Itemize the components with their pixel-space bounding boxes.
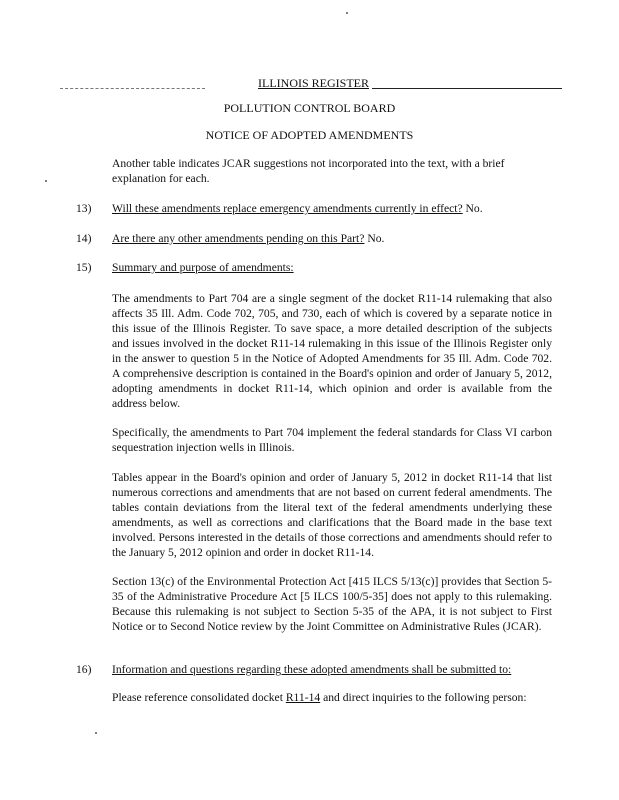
scan-speck [346,12,348,14]
item-question: Are there any other amendments pending on this Part? [112,232,365,245]
docket-number: R11-14 [285,691,321,704]
item-number: 13) [76,202,92,215]
reference-text: Please reference consolidated docket [112,691,286,704]
item-number: 16) [76,663,92,676]
notice-title: NOTICE OF ADOPTED AMENDMENTS [205,128,414,142]
reference-paragraph [112,690,552,705]
scan-speck [45,180,47,182]
register-title: ILLINOIS REGISTER [258,76,369,90]
scan-speck [95,732,97,734]
intro-paragraph: Another table indicates JCAR suggestions not incorporated into the text, with a brief explanation for each. [112,157,505,185]
header-rule-right [372,88,562,89]
item-question: Summary and purpose of amendments: [112,261,294,274]
reference-text: and direct inquiries to the following person: [320,691,527,704]
item-question: Will these amendments replace emergency amendments currently in effect? [112,202,463,215]
item-answer: No. [367,232,385,245]
item-answer: No. [465,202,483,215]
item-number: 14) [76,232,92,245]
header-rule-left [60,88,205,89]
item-number: 15) [76,261,92,274]
paragraph: The amendments to Part 704 are a single segment of the docket R11-14 rulemaking that also affects 35 Ill. Adm. Code 702, 705, and 730, each of which is covered by a separate notice in this issue of the Illinois Register. To save space, a more detailed description of the subjects and issues involved in the docket R11-14 rulemaking in this issue of the Illinois Register only in the answer to question 5 in the Notice of Adopted Amendments for 35 Ill. Adm. Code 702. A comprehensive description is contained in the Board's opinion and order of January 5, 2012, adopting amendments in docket R11-14, which opinion and order is available from the address below. [112,292,552,410]
paragraph: Section 13(c) of the Environmental Protection Act [415 ILCS 5/13(c)] provides that Section 5-35 of the Administrative Procedure Act [5 ILCS 100/5-35] does not apply to this rulemaking. Because this rulemaking is not subject to Section 5-35 of the APA, it is not subject to First Notice or to Second Notice review by the Joint Committee on Administrative Rules (JCAR). [112,575,552,633]
page-header [60,76,560,91]
item-question: Information and questions regarding these adopted amendments shall be submitted to: [112,663,512,676]
paragraph: Tables appear in the Board's opinion and order of January 5, 2012 in docket R11-14 that list numerous corrections and amendments that are not based on current federal amendments. The tables contain deviations from the literal text of the federal amendments underlying these amendments, as well as corrections and clarifications that the Board made in the base text involved. Persons interested in the details of those corrections and amendments should refer to the January 5, 2012 opinion and order in docket R11-14. [112,471,552,559]
board-name: POLLUTION CONTROL BOARD [223,101,396,115]
paragraph: Specifically, the amendments to Part 704 implement the federal standards for Class VI carbon sequestration injection wells in Illinois. [112,426,552,454]
